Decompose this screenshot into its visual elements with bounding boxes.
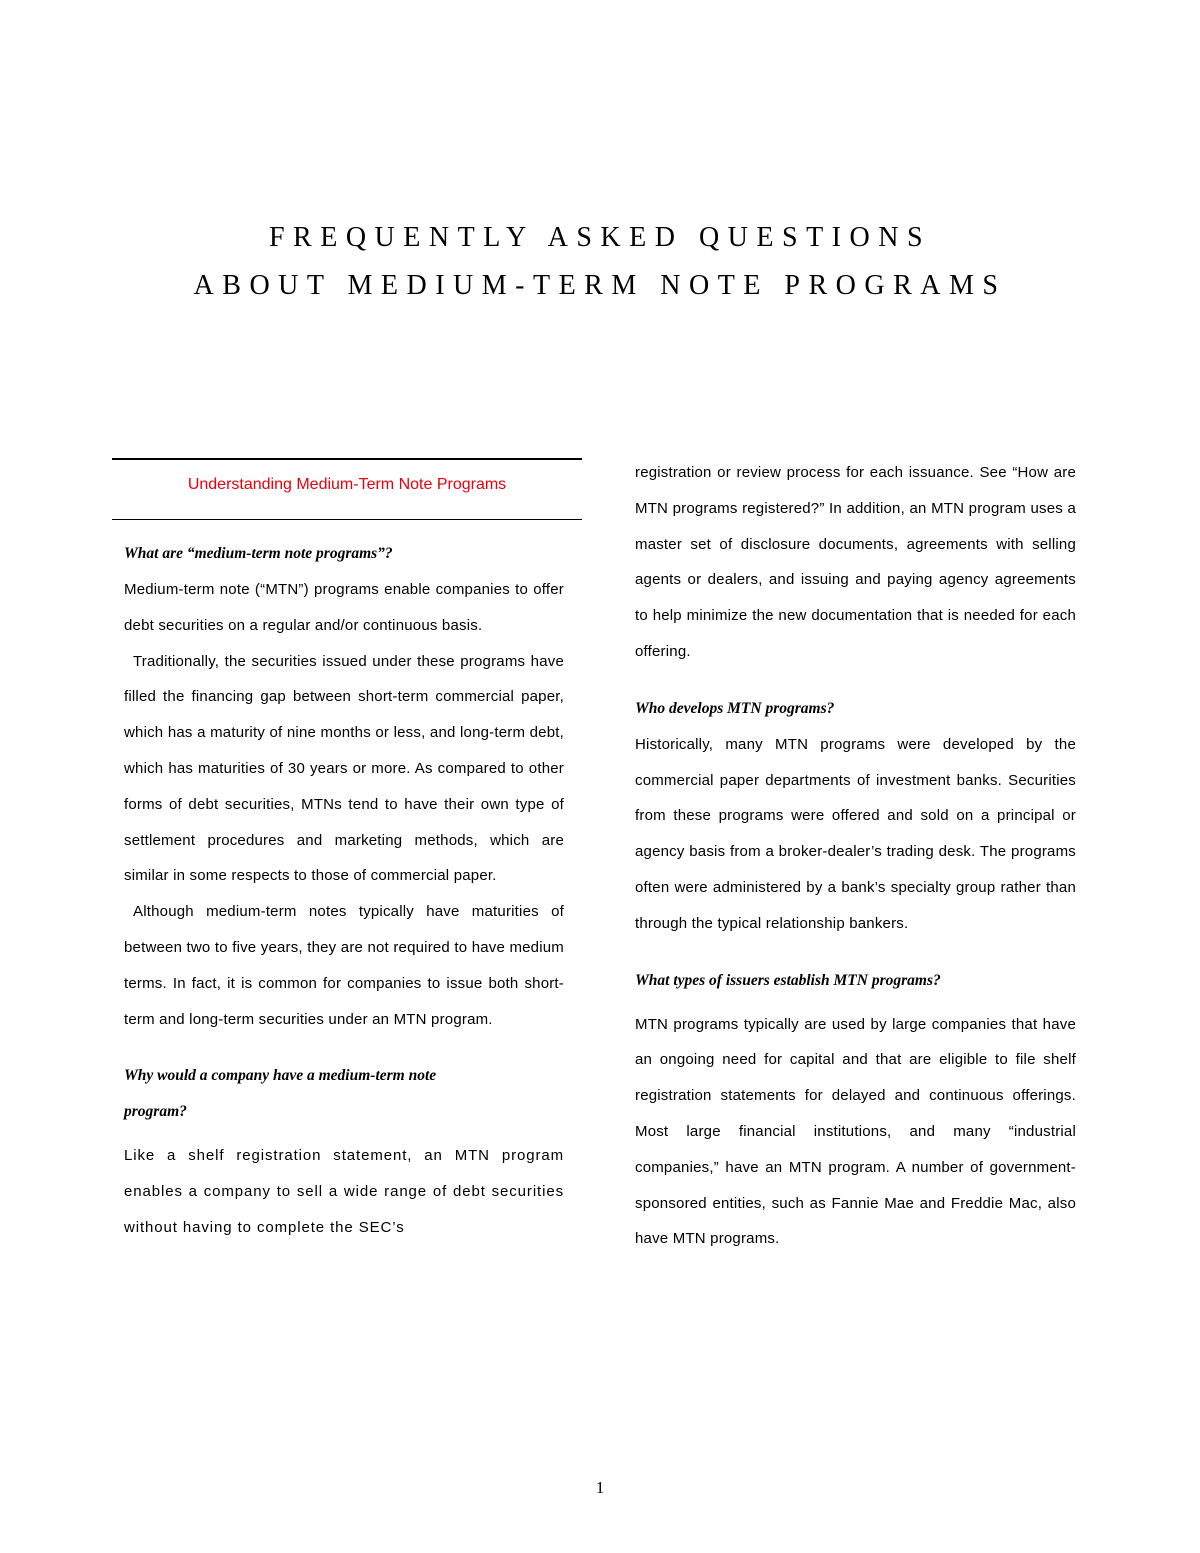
- answer-paragraph: Although medium-term notes typically have maturities of between two to five years, they are not required to have medium terms. In fact, it is common for companies to issue both short-term and long-term securities under an MTN program.: [124, 903, 564, 1028]
- section-heading: Understanding Medium-Term Note Programs: [187, 476, 507, 493]
- question-line: Why would a company have a medium-term note: [124, 1067, 437, 1085]
- question-what-are-mtn-programs: What are “medium-term note programs”?: [124, 545, 393, 562]
- answer-paragraph: Traditionally, the securities issued under these programs have filled the financing gap between short-term commercial paper, which has a maturity of nine months or less, and long-term debt, which has maturities of 30 years or more. As compared to other forms of debt securities, MTNs tend to have their own type of settlement procedures and marketing methods, which are similar in some respects to those of commercial paper.: [124, 652, 564, 885]
- question-who-develops-mtn: Who develops MTN programs?: [635, 699, 835, 717]
- right-column: [635, 455, 1076, 1257]
- document-title-line-2: ABOUT MEDIUM-TERM NOTE PROGRAMS: [193, 270, 1007, 301]
- answer-paragraph: Like a shelf registration statement, an MTN program enables a company to sell a wide range of debt securities without having to complete the SEC’s: [124, 1147, 564, 1236]
- question-why-have-mtn-program: [124, 1058, 564, 1130]
- question-line: program?: [124, 1103, 187, 1121]
- page-number: 1: [595, 1478, 605, 1497]
- question-types-of-issuers: What types of issuers establish MTN programs?: [635, 971, 941, 989]
- answer-paragraph: registration or review process for each issuance. See “How are MTN programs registered?” In addition, an MTN program uses a master set of disclosure documents, agreements with selling agents or dealers, and issuing and paying agency agreements to help minimize the new documentation that is needed for each offering.: [635, 464, 1076, 660]
- answer-paragraph: MTN programs typically are used by large companies that have an ongoing need for capital and that are eligible to file shelf registration statements for delayed and continuous offerings. Most large financial institutions, and many “industrial companies,” have an MTN program. A number of government-sponsored entities, such as Fannie Mae and Freddie Mac, also have MTN programs.: [635, 1015, 1076, 1248]
- section-rule-bottom: [112, 519, 582, 520]
- document-title-line-1: FREQUENTLY ASKED QUESTIONS: [268, 222, 932, 253]
- answer-paragraph: Historically, many MTN programs were developed by the commercial paper departments of investment banks. Securities from these programs were offered and sold on a principal or agency basis from a broker-dealer’s trading desk. The programs often were administered by a bank’s specialty group rather than through the typical relationship bankers.: [635, 735, 1076, 932]
- section-rule-top: [112, 458, 582, 460]
- left-column: [124, 536, 564, 1246]
- answer-paragraph: Medium-term note (“MTN”) programs enable companies to offer debt securities on a regular and/or continuous basis.: [124, 581, 564, 634]
